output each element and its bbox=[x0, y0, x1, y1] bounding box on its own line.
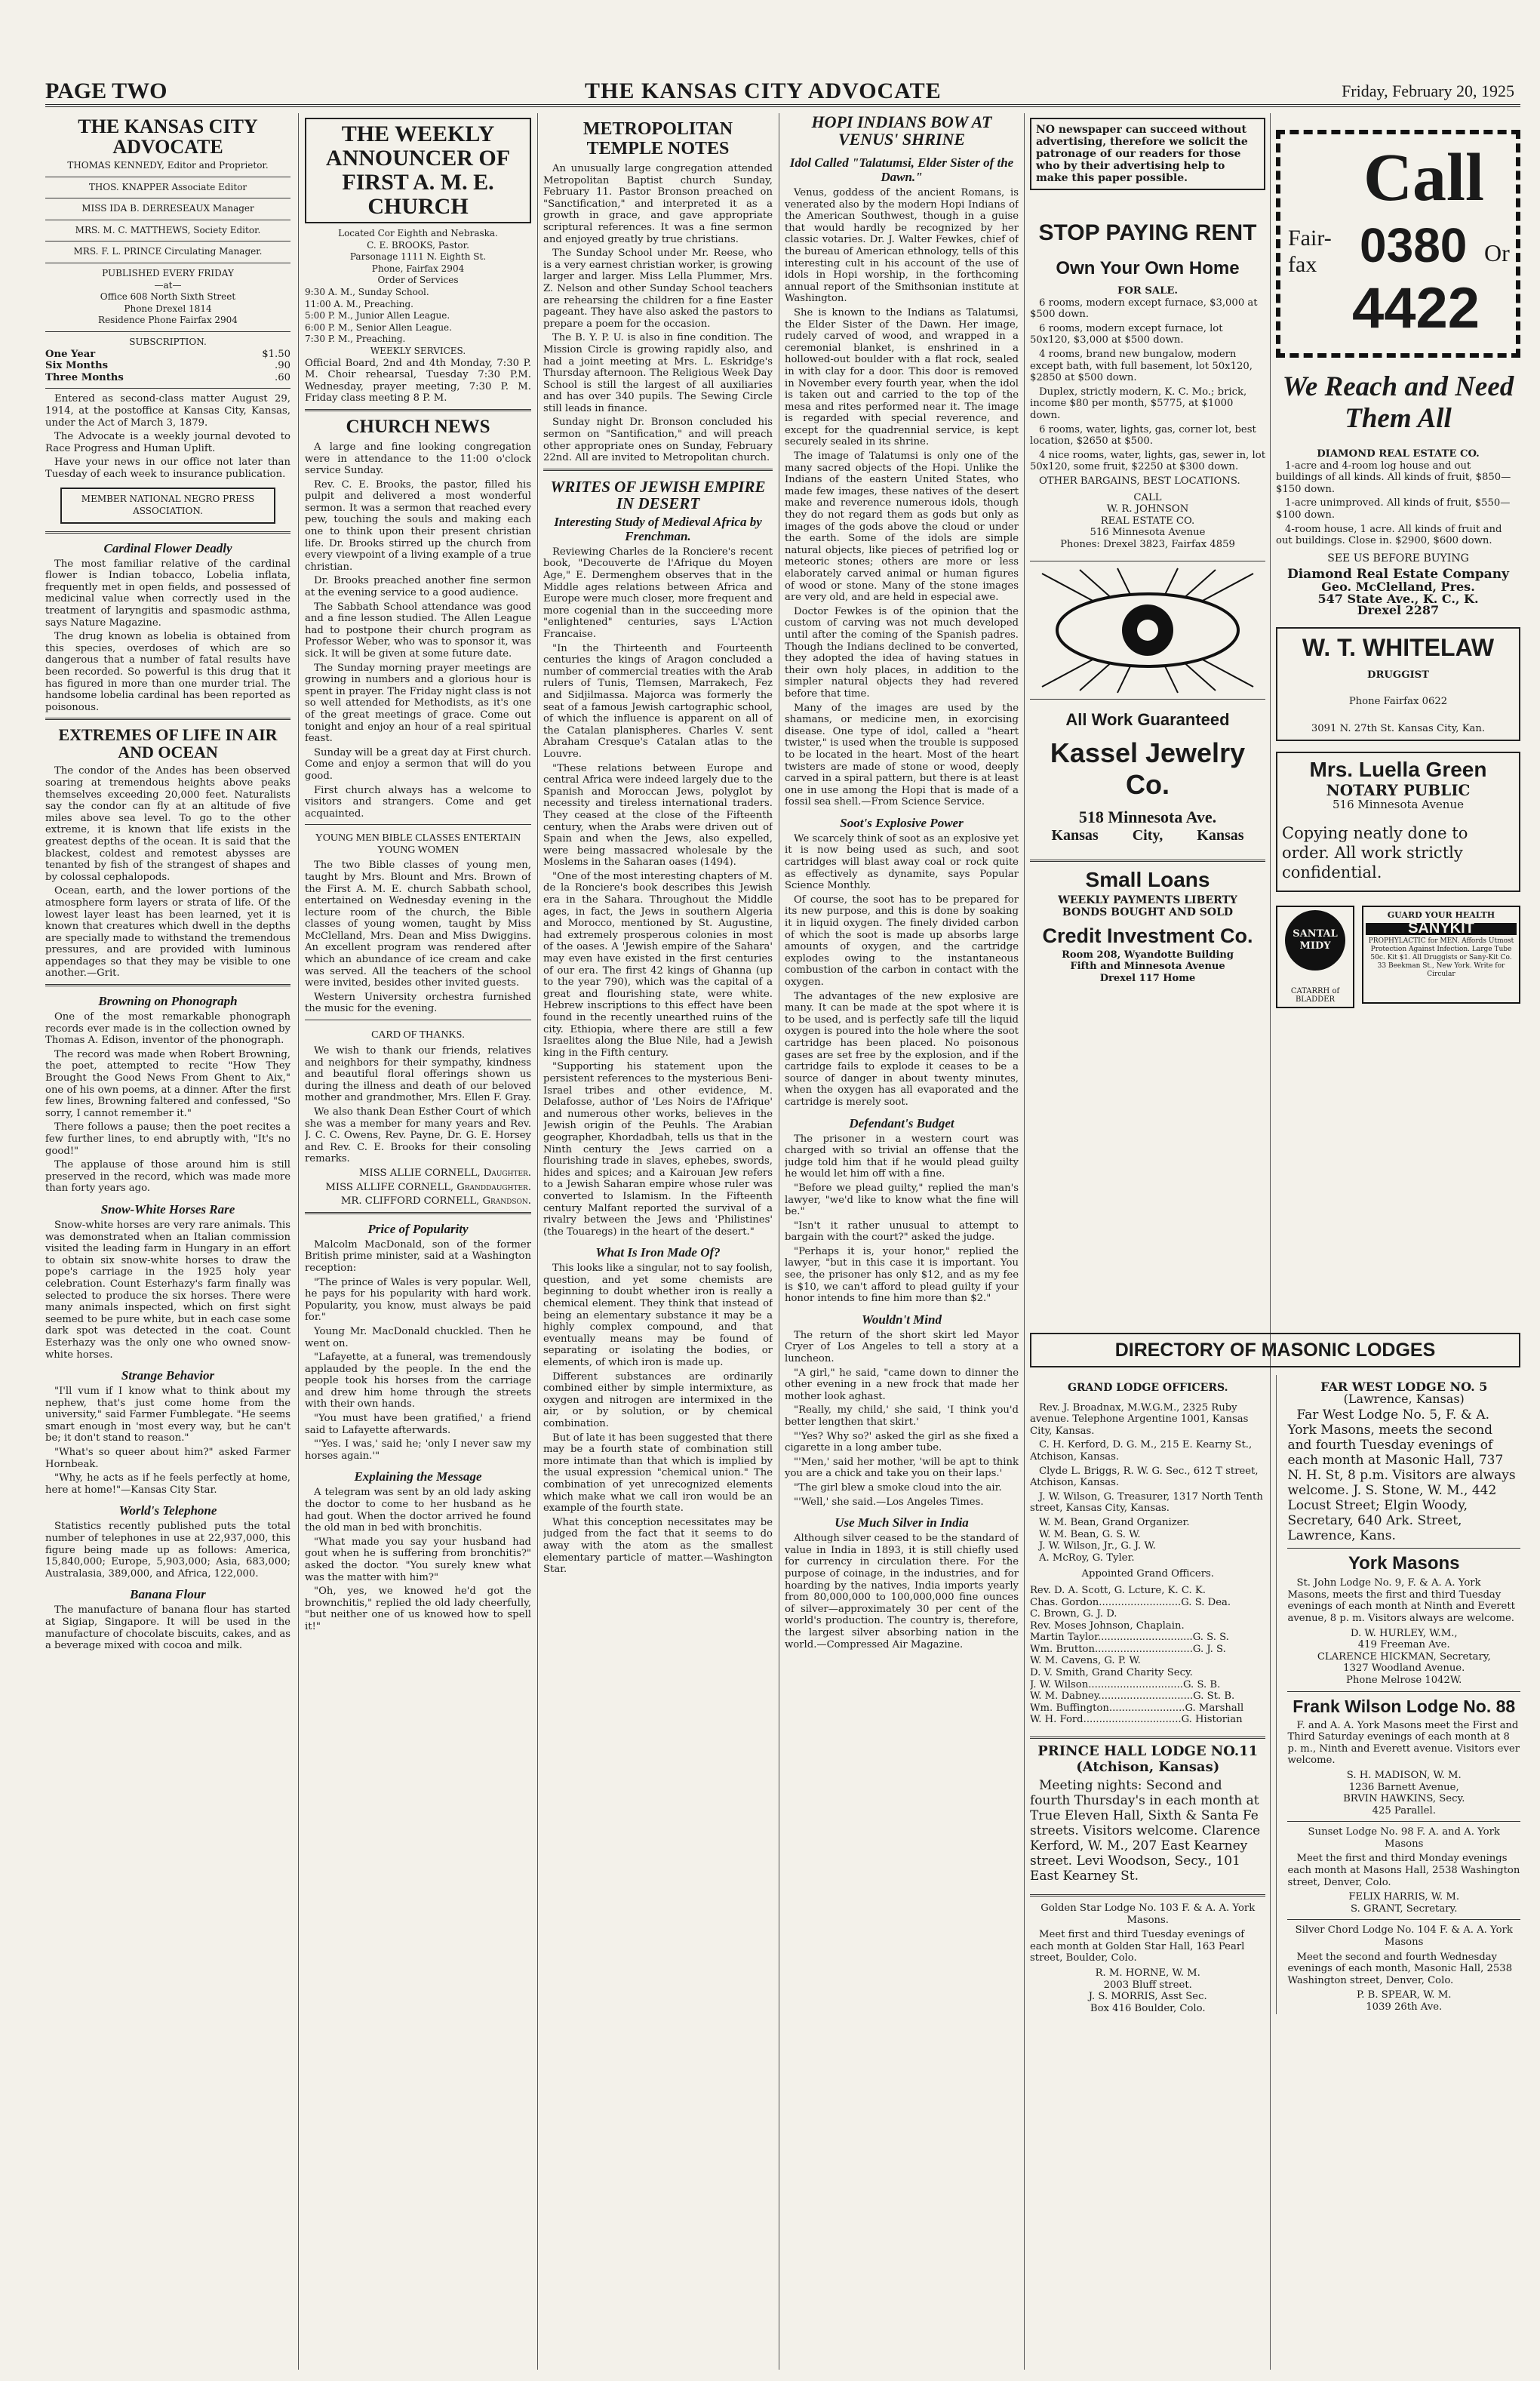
article-paragraph: The Sunday School under Mr. Reese, who is a very earnest christian worker, is growing larger and larger. Miss Lella Plummer, Mrs. Z. Nelson and other Sunday School teachers are rehearsing the children for a fine Easter pageant. They have also asked the pastors to prepare a poem for the occasion. bbox=[543, 248, 773, 330]
article-paragraph: "These relations between Europe and central Africa were indeed largely due to the Spanish and Moroccan Jews, polyglot by necessity and tireless international traders. They ceased at the close of the Fifteenth century, when the Arabs were driven out of Spain and when the Jews, also expelled, were being massacred wholesale by the Moslems in the Saharan oases (1494). bbox=[543, 762, 773, 869]
article-paragraph: "I'll vum if I know what to think about my nephew, that's just come home from the university," said Farmer Fumblegate. "He seems smart enough in 'most every way, but he can't be; it don't stand to reason." bbox=[45, 1386, 290, 1444]
whitelaw-phone: Phone Fairfax 0622 bbox=[1348, 696, 1448, 708]
article-paragraph: Statistics recently published puts the total number of telephones in use at 22,937,000, this figure being made up as follows: America, 15,840,000; Europe, 5,903,000; Asia, 683,000; Australasia, 389,000, and Africa, 122,000. bbox=[45, 1521, 290, 1580]
subscription-heading: SUBSCRIPTION. bbox=[129, 336, 207, 347]
weekly-services: WEEKLY SERVICES. bbox=[370, 345, 466, 356]
call-word: Call bbox=[1363, 140, 1485, 215]
published-at: —at— bbox=[154, 279, 182, 291]
service-time: 7:30 P. M., Preaching. bbox=[305, 334, 406, 345]
eye-logo-icon bbox=[1030, 566, 1265, 694]
article-paragraph: One of the most remarkable phonograph records ever made is in the collection owned by Thomas A. Edison, inventor of the phonograph. bbox=[45, 1011, 290, 1047]
johnson-company: REAL ESTATE CO. bbox=[1100, 515, 1195, 527]
staff-1: THOMAS KENNEDY, Editor and Proprietor. bbox=[67, 160, 269, 171]
prince-hall-title: PRINCE HALL LODGE NO.11 (Atchison, Kansas) bbox=[1037, 1743, 1259, 1776]
residence-phone: Residence Phone Fairfax 2904 bbox=[98, 315, 238, 326]
page-number: PAGE TWO bbox=[45, 78, 168, 103]
sanykit-logo: SANYKIT bbox=[1366, 923, 1517, 935]
article-paragraph: Different substances are ordinarily combined either by simple intermixture, as oxygen and nitrogen are intermixed in the air, or by solution, or by chemical combination. bbox=[543, 1370, 773, 1429]
staff-4: MRS. M. C. MATTHEWS, Society Editor. bbox=[75, 224, 261, 235]
signature: S. H. MADISON, W. M. bbox=[1346, 1769, 1462, 1781]
newspaper-name: THE KANSAS CITY ADVOCATE bbox=[585, 78, 942, 103]
article-title: Defendant's Budget bbox=[849, 1115, 954, 1131]
article-paragraph: Although silver ceased to be the standard of value in India in 1893, it is still chiefly used for currency in circulation there. For the purpose of coinage, in the industries, and for hoarding by the natives, India imports yearly from 80,000,000 to 100,000,000 fine ounces of silver—approximately 30 per cent of the world's production. The country is, therefore, the largest silver absorbing nation in the world.—Compressed Air Magazine. bbox=[785, 1533, 1019, 1650]
pastor: C. E. BROOKS, Pastor. bbox=[367, 239, 469, 251]
loans-body: WEEKLY PAYMENTS LIBERTY BONDS BOUGHT AND SOLD bbox=[1058, 894, 1237, 919]
whitelaw-name: W. T. WHITELAW bbox=[1302, 633, 1495, 661]
lodge-body: Meet the first and third Monday evenings each month at Masons Hall, 2538 Washington street, Denver, Colo. bbox=[1287, 1853, 1520, 1888]
signature: FELIX HARRIS, W. M. bbox=[1348, 1891, 1460, 1903]
order-of-services: Order of Services bbox=[377, 275, 459, 286]
article-title: Wouldn't Mind bbox=[862, 1312, 942, 1327]
diamond-title: DIAMOND REAL ESTATE CO. bbox=[1317, 448, 1480, 460]
signature: Box 416 Boulder, Colo. bbox=[1090, 2002, 1206, 2014]
officer: W. M. Bean, G. S. W. bbox=[1039, 1528, 1141, 1540]
article-title: WRITES OF JEWISH EMPIRE IN DESERT bbox=[550, 477, 766, 512]
officer: C. Brown, G. J. D. bbox=[1030, 1608, 1117, 1620]
officer: Rev. D. A. Scott, G. Lcture, K. C. K. bbox=[1030, 1584, 1206, 1596]
article-title: Price of Popularity bbox=[367, 1221, 469, 1236]
signature: 1039 26th Ave. bbox=[1366, 2001, 1443, 2013]
article-paragraph: The condor of the Andes has been observed soaring at tremendous heights above peaks themselves exceeding 20,000 feet. Naturalists say the condor can fly at an altitude of five miles above sea level. To go to the other extreme, it is known that life exists in the greatest depths of the ocean. It is said that the blackest, coldest and remotest abysses are tenanted by fish of the strangest of shapes and by colossal cephalopods. bbox=[45, 765, 290, 883]
kassel-address: 518 Minnesota Ave. bbox=[1078, 808, 1217, 827]
article-subtitle: Interesting Study of Medieval Africa by Frenchman. bbox=[554, 514, 762, 543]
service-time: 5:00 P. M., Junior Allen League. bbox=[305, 310, 450, 321]
druggist: DRUGGIST bbox=[1367, 669, 1429, 681]
signature: BRVIN HAWKINS, Secy. bbox=[1343, 1793, 1465, 1805]
article-paragraph: "A girl," he said, "came down to dinner the other evening in a new frock that made her mother look aghast. bbox=[785, 1367, 1019, 1402]
for-sale: FOR SALE. bbox=[1117, 285, 1179, 297]
silver-chord-title: Silver Chord Lodge No. 104 F. & A. A. York Masons bbox=[1295, 1924, 1513, 1949]
column-1 bbox=[45, 113, 290, 2370]
article-paragraph: The manufacture of banana flour has started at Sigiap, Singapore. It will be used in the manufacture of chocolate biscuits, cakes, and as a beverage mixed with cocoa and milk. bbox=[45, 1604, 290, 1652]
article-title: YOUNG MEN BIBLE CLASSES ENTERTAIN YOUNG WOMEN bbox=[315, 832, 521, 857]
article-paragraph: Young Mr. MacDonald chuckled. Then he went on. bbox=[305, 1325, 531, 1349]
article-paragraph: Western University orchestra furnished the music for the evening. bbox=[305, 991, 531, 1015]
sunset-title: Sunset Lodge No. 98 F. A. and A. York Masons bbox=[1308, 1826, 1500, 1850]
article-paragraph: Of course, the soot has to be prepared for its new purpose, and this is done by soaking it in liquid oxygen. The finely divided carbon of which the soot is made up absorbs large amounts of oxygen, and the cartridge explodes owing to the instantaneous combustion of the carbon in contact with the oxygen. bbox=[785, 894, 1019, 988]
credit-address: Room 208, Wyandotte Building Fifth and Minnesota Avenue Drexel 117 Home bbox=[1062, 949, 1234, 984]
officer: Chas. Gordon..........................G. S. Dea. bbox=[1030, 1596, 1231, 1608]
signature: MISS ALLIE CORNELL, Daughter. bbox=[359, 1167, 531, 1179]
reach-slogan: We Reach and Need Them All bbox=[1282, 371, 1514, 434]
article-title: Cardinal Flower Deadly bbox=[103, 540, 232, 555]
article-paragraph: We also thank Dean Esther Court of which she was a member for many years and Rev. J. C. C. Owens, Rev. Payne, Dr. G. E. Horsey and Rev. C. E. Brooks for their consoling remarks. bbox=[305, 1106, 531, 1165]
officer: W. M. Dabney..............................G. St. B. bbox=[1030, 1690, 1235, 1703]
phone-number-1: 0380 bbox=[1360, 218, 1468, 272]
lodge-body: Far West Lodge No. 5, F. & A. York Masons, meets the second and fourth Tuesday evenings of each month at Masonic Hall, 737 N. H. St, 8 p.m. Visitors are always welcome. J. S. Stone, W. M., 442 Locust Street; Elgin Woody, Secretary, 640 Ark. Street, Lawrence, Kans. bbox=[1287, 1407, 1516, 1544]
article-paragraph: The return of the short skirt led Mayor Cryer of Los Angeles to tell a story at a luncheon. bbox=[785, 1329, 1019, 1365]
grand-lodge-title: GRAND LODGE OFFICERS. bbox=[1067, 1382, 1228, 1394]
article-paragraph: "Lafayette, at a funeral, was tremendously applauded by the people. In the end the people took his horses from the carriage and drew him home through the streets with their own hands. bbox=[305, 1352, 531, 1410]
listing: 6 rooms, modern except furnace, lot 50x120, $3,000 at $500 down. bbox=[1030, 322, 1223, 346]
medicine-ads bbox=[1276, 906, 1520, 1008]
article-paragraph: The drug known as lobelia is obtained from this species, overdoses of which are so dangerous that a number of fatal results have been recorded. So powerful is this drug that it has figured in more than one murder trial. The handsome lobelia cardinal has been reported as poisonous. bbox=[45, 631, 290, 713]
signature: 1236 Barnett Avenue, bbox=[1348, 1781, 1459, 1793]
small-loans: Small Loans bbox=[1085, 868, 1210, 892]
officer: J. W. Wilson, Jr., G. J. W. bbox=[1039, 1540, 1156, 1552]
rate-row: Three Months .60 bbox=[45, 371, 290, 383]
article-paragraph: Ocean, earth, and the lower portions of the atmosphere form layers or strata of life. Of the lowest layer least has been learned, yet it is known that creatures which dwell in the depths are specially made to withstand the tremendous pressures, and are provided with luminous appendages so that they may be visible to one another.—Grit. bbox=[45, 885, 290, 980]
article-paragraph: This looks like a singular, not to say foolish, question, and yet some chemists are beginning to doubt whether iron is really a chemical element. They think that instead of being an elementary substance it may be a highly complex compound, and that eventually means may be found of separating or isolating the bodies, or elements, of which iron is made up. bbox=[543, 1263, 773, 1369]
diamond-name: Diamond Real Estate Company bbox=[1286, 567, 1510, 583]
signature: J. S. MORRIS, Asst Sec. bbox=[1088, 1991, 1207, 2003]
johnson-phones: Phones: Drexel 3823, Fairfax 4859 bbox=[1060, 538, 1235, 550]
service-time: 9:30 A. M., Sunday School. bbox=[305, 286, 429, 297]
published: PUBLISHED EVERY FRIDAY bbox=[102, 267, 234, 278]
stop-paying-rent: STOP PAYING RENT bbox=[1038, 220, 1257, 245]
officer: J. W. Wilson, G. Treasurer, 1317 North Tenth street, Kansas City, Kansas. bbox=[1030, 1490, 1263, 1515]
article-title: Strange Behavior bbox=[121, 1368, 215, 1383]
article-paragraph: "One of the most interesting chapters of M. de la Ronciere's book describes this Jewish era in the Sahara. Throughout the Middle ages, in fact, the Jews in southern Algeria and Morocco, mentioned by St. Augustine, had extremely prosperous colonies in most of the oases. A 'Jewish empire of the Sahara' may even have existed in the first centuries of our era. The first 42 kings of Ghanna (up to the year 790), which was the capital of a great and flourishing state, were white. Hebrew inscriptions to this effect have been found in the recently unearthed ruins of the city. Ethiopia, where there are still a few Israelites along the Blue Nile, had a Jewish king in the Fifth century. bbox=[543, 870, 773, 1059]
article-paragraph: But of late it has been suggested that there may be a fourth state of combination still more intimate than that which is implied by the usual expression "chemical union." The combination of yet unrecognized elements which make what we call iron would be an example of the fourth state. bbox=[543, 1432, 773, 1515]
officer: Wm. Brutton...............................G. J. S. bbox=[1030, 1643, 1226, 1655]
see-us: SEE US BEFORE BUYING bbox=[1327, 552, 1469, 564]
listing: 1-acre unimproved. All kinds of fruit, $550—$100 down. bbox=[1276, 497, 1511, 521]
church-location: Located Cor Eighth and Nebraska. bbox=[338, 228, 498, 238]
signature: CLARENCE HICKMAN, Secretary, bbox=[1317, 1650, 1491, 1663]
service-time: 6:00 P. M., Senior Allen League. bbox=[305, 321, 452, 333]
article-paragraph: "Oh, yes, we knowed he'd got the brownchitis," replied the old lady cheerfully, "but neither one of us knowed how to spell it!" bbox=[305, 1586, 531, 1632]
notary: NOTARY PUBLIC bbox=[1326, 780, 1471, 799]
listing: 6 rooms, water, lights, gas, corner lot, best location, $2650 at $500. bbox=[1030, 423, 1256, 448]
appointed-title: Appointed Grand Officers. bbox=[1081, 1568, 1214, 1580]
officer: Wm. Buffington........................G. Marshall bbox=[1030, 1702, 1244, 1714]
article-paragraph: Sunday night Dr. Bronson concluded his sermon on "Santification," and will preach other appropriate ones on Sunday, February 22nd. All are invited to Metropolitan church. bbox=[543, 417, 773, 464]
masonic-right bbox=[1287, 1375, 1520, 2014]
paper-title: THE KANSAS CITY ADVOCATE bbox=[78, 115, 258, 158]
phone-number-2: 4422 bbox=[1352, 276, 1480, 340]
kassel-guarantee: All Work Guaranteed bbox=[1065, 710, 1230, 730]
santal-seal-icon: SANTAL MIDY bbox=[1285, 910, 1345, 971]
article-paragraph: The B. Y. P. U. is also in fine condition. The Mission Circle is growing rapidly also, and had a joint meeting at Mrs. L. Eskridge's Thursday afternoon. The Religious Week Day School is still the largest of all auxiliaries and has over 340 pupils. The Sewing Circle still leads in finance. bbox=[543, 332, 773, 414]
article-paragraph: "Isn't it rather unusual to attempt to bargain with the court?" asked the judge. bbox=[785, 1220, 1019, 1244]
staff-2: THOS. KNAPPER Associate Editor bbox=[88, 181, 247, 192]
masonic-title: DIRECTORY OF MASONIC LODGES bbox=[1030, 1333, 1520, 1367]
catarrh: CATARRH of BLADDER bbox=[1290, 986, 1340, 1004]
signature: Phone Melrose 1042W. bbox=[1346, 1674, 1462, 1686]
news-deadline: Have your news in our office not later than Tuesday of each week to insurance publication. bbox=[45, 457, 290, 480]
officer: D. V. Smith, Grand Charity Secy. bbox=[1030, 1667, 1193, 1679]
article-paragraph: "'Yes? Why so?' asked the girl as she fixed a cigarette in a long amber tube. bbox=[785, 1430, 1019, 1454]
article-paragraph: "Perhaps it is, your honor," replied the lawyer, "but in this case it is important. You see, the prisoner has only $12, and as my fee is $10, we can't afford to plead guilty if your honor intends to fine him more than $2." bbox=[785, 1245, 1019, 1305]
masthead bbox=[45, 78, 1520, 107]
article-paragraph: "The prince of Wales is very popular. Well, he pays for his popularity with hard work. Popularity, you know, must always be paid for." bbox=[305, 1276, 531, 1324]
officer: Clyde L. Briggs, R. W. G. Sec., 612 T street, Atchison, Kansas. bbox=[1030, 1465, 1259, 1489]
article-title: Use Much Silver in India bbox=[835, 1515, 969, 1530]
article-paragraph: A telegram was sent by an old lady asking the doctor to come to her husband as he had gout. When the doctor arrived he found the old man in bed with bronchitis. bbox=[305, 1487, 531, 1534]
masonic-left bbox=[1030, 1375, 1265, 2014]
johnson-address: 516 Minnesota Avenue bbox=[1090, 527, 1206, 539]
staff-5: MRS. F. L. PRINCE Circulating Manager. bbox=[73, 246, 263, 257]
parsonage: Parsonage 1111 N. Eighth St. bbox=[349, 251, 487, 263]
officer: J. W. Wilson..............................G. S. B. bbox=[1030, 1678, 1221, 1690]
article-title: What Is Iron Made Of? bbox=[595, 1245, 721, 1260]
church-phone: Phone, Fairfax 2904 bbox=[371, 263, 465, 274]
listing: Duplex, strictly modern, K. C. Mo.; brick, income $80 per month, $5775, at $1000 down. bbox=[1030, 386, 1247, 421]
article-paragraph: Sunday will be a great day at First church. Come and enjoy a sermon that will do you good. bbox=[305, 746, 531, 782]
weekly-services-body: Official Board, 2nd and 4th Monday, 7:30 P. M. Choir rehearsal, Tuesday 7:30 P.M. Wednesday, prayer meeting, 7:30 P. M. Friday class meeting 8 P. M. bbox=[305, 357, 531, 405]
article-paragraph: "You must have been gratified,' a friend said to Lafayette afterwards. bbox=[305, 1413, 531, 1436]
article-paragraph: We wish to thank our friends, relatives and neighbors for their sympathy, kindness and beautiful floral offerings shown us during the illness and death of our beloved mother and grandmother, Mrs. Ellen F. Gray. bbox=[305, 1045, 531, 1104]
listing: 4-room house, 1 acre. All kinds of fruit and out buildings. Close in. $2900, $600 down. bbox=[1276, 523, 1502, 547]
sanykit-note: PROPHYLACTIC for MEN. Affords Utmost Protection Against Infection. Large Tube 50c. Kit $1. All Druggists or Sany-Kit Co. 33 Beekman St., New York. Write for Circular bbox=[1368, 937, 1514, 978]
article-paragraph: Rev. C. E. Brooks, the pastor, filled his pulpit and delivered a most wonderful sermon. It was a sermon that reached every pew, touching the souls and making each one to think upon their present christian life. Dr. Brooks stirred up the church from every viewpoint of a living example of a true christian. bbox=[305, 478, 531, 573]
column-2 bbox=[305, 113, 531, 2370]
article-paragraph: "Before we plead guilty," replied the man's lawyer, "we'd like to know what the fine will be." bbox=[785, 1182, 1019, 1218]
diamond-address: 547 State Ave., K. C., K. bbox=[1317, 591, 1479, 606]
listing: 6 rooms, modern except furnace, $3,000 at $500 down. bbox=[1030, 297, 1258, 321]
johnson-name: W. R. JOHNSON bbox=[1106, 503, 1189, 515]
issue-date: Friday, February 20, 1925 bbox=[1342, 82, 1514, 100]
far-west-title: FAR WEST LODGE NO. 5 bbox=[1320, 1380, 1488, 1394]
article-paragraph: Venus, goddess of the ancient Romans, is venerated also by the modern Hopi Indians of the American Southwest, though in a guise that would hardly be recognized by her classic votaries. Dr. J. Walter Fewkes, chief of the bureau of American ethnology, tells of this interesting cult in his account of the use of idols in Hopi worship, in the forthcoming annual report of the Smithsonian institute at Washington. bbox=[785, 187, 1019, 305]
guard-health: GUARD YOUR HEALTH bbox=[1387, 909, 1495, 920]
article-title: EXTREMES OF LIFE IN AIR AND OCEAN bbox=[58, 725, 278, 762]
press-association-emblem: MEMBER NATIONAL NEGRO PRESS ASSOCIATION. bbox=[60, 488, 275, 523]
column-rule bbox=[298, 113, 299, 2370]
officer: A. McRoy, G. Tyler. bbox=[1039, 1552, 1135, 1564]
signature: 1327 Woodland Avenue. bbox=[1343, 1663, 1465, 1675]
article-paragraph: What this conception necessitates may be judged from the fact that it seems to do away with the atom as the smallest elementary particle of matter.—Washington Star. bbox=[543, 1516, 773, 1576]
column-6-ads bbox=[1276, 113, 1520, 1313]
article-paragraph: Snow-white horses are very rare animals. This was demonstrated when an Italian commission visited the leading farm in Hungary in an effort to obtain six snow-white horses to draw the pope's carriage in the 1925 holy year celebration. Count Esterhazy's farm finally was selected to produce the six horses. There were many animals inspected, which on first sight seemed to be pure white, but in each case some dark spot was detected in the coat. Count Esterhazy was the only one who owned snow-white horses. bbox=[45, 1219, 290, 1361]
article-paragraph: She is known to the Indians as Talatumsi, the Elder Sister of the Dawn. Her image, rudely carved of wood, and wrapped in a ceremonial blanket, is enshrined in a hollowed-out boulder with a flat rock, sealed in with clay for a door. This door is removed in November every fourth year, when the idol is taken out and carried to the top of the mesa and rites performed near it. The image is regarded with special reverence, and except for the quadrennial service, is kept securely sealed in its shrine. bbox=[785, 306, 1019, 448]
article-paragraph: The prisoner in a western court was charged with so trivial an offense that the judge told him that if he would plead guilty he would let him off with a fine. bbox=[785, 1133, 1019, 1180]
article-title: Snow-White Horses Rare bbox=[100, 1201, 235, 1217]
fairfax-label: Fair- bbox=[1288, 226, 1332, 251]
column-4 bbox=[785, 113, 1019, 2370]
green-address: 516 Minnesota Avenue bbox=[1333, 798, 1464, 812]
article-paragraph: Doctor Fewkes is of the opinion that the custom of carving was not much developed until after the coming of the Spanish padres. Though the Indians declined to be converted, they adopted the idea of having statues in their own holy places, in addition to the simpler natural objects they had revered before that time. bbox=[785, 605, 1019, 700]
staff-3: MISS IDA B. DERRESEAUX Manager bbox=[81, 203, 254, 214]
signature: S. GRANT, Secretary. bbox=[1351, 1903, 1458, 1915]
officer: C. H. Kerford, D. G. M., 215 E. Kearny St., Atchison, Kansas. bbox=[1030, 1439, 1253, 1463]
article-paragraph: First church always has a welcome to visitors and strangers. Come and get acquainted. bbox=[305, 784, 531, 820]
masonic-directory bbox=[1030, 1328, 1520, 2370]
york-masons-title: York Masons bbox=[1348, 1553, 1460, 1574]
article-paragraph: "Really, my child,' she said, 'I think you'd better lengthen that skirt.' bbox=[785, 1404, 1019, 1428]
article-paragraph: The record was made when Robert Browning, the poet, attempted to recite "How They Brought the Good News From Ghent to Aix," one of his own poems, at a dinner. After the first few lines, Browning faltered and confessed, "So sorry, I cannot remember it." bbox=[45, 1048, 290, 1119]
fairfax-label: fax bbox=[1288, 252, 1317, 277]
article-title: METROPOLITAN TEMPLE NOTES bbox=[582, 119, 733, 158]
signature: 419 Freeman Ave. bbox=[1357, 1639, 1450, 1651]
article-paragraph: Malcolm MacDonald, son of the former British prime minister, said at a Washington reception: bbox=[305, 1238, 531, 1274]
rate-row: One Year $1.50 bbox=[45, 348, 290, 360]
article-title: CHURCH NEWS bbox=[346, 416, 490, 437]
frank-wilson-title: Frank Wilson Lodge No. 88 bbox=[1293, 1696, 1516, 1716]
kassel-city: Kansas City, Kansas bbox=[1051, 827, 1244, 844]
own-home: Own Your Own Home bbox=[1056, 258, 1240, 278]
lodge-body: St. John Lodge No. 9, F. & A. A. York Masons, meets the first and third Tuesday evenings of each month at Ninth and Everett avenue, 8 p. m. Visitors always are welcome. bbox=[1287, 1577, 1515, 1624]
article-paragraph: "In the Thirteenth and Fourteenth centuries the kings of Aragon concluded a number of commercial treaties with the Arab rulers of Tunis, Tlemsen, Marrakech, Fez and Sidjilmassa. Majorca was formerly the seat of a famous Jewish cartographic school, of which the influence is apparent on all of the Catalan planispheres. Charles V. sent Abraham Cresque's Catalan atlas to the Louvre. bbox=[543, 642, 773, 760]
call: CALL bbox=[1133, 491, 1162, 503]
golden-star-title: Golden Star Lodge No. 103 F. & A. A. York Masons. bbox=[1040, 1903, 1256, 1926]
kassel-name: Kassel Jewelry Co. bbox=[1050, 737, 1246, 801]
call-ad bbox=[1276, 130, 1520, 358]
column-rule bbox=[1024, 113, 1025, 2370]
service-time: 11:00 A. M., Preaching. bbox=[305, 298, 413, 309]
signature: 425 Parallel. bbox=[1372, 1804, 1436, 1817]
article-title: Soot's Explosive Power bbox=[840, 815, 964, 830]
article-paragraph: Reviewing Charles de la Ronciere's recent book, "Decouverte de l'Afrique du Moyen Age," E. Dermenghem observes that in the Middle ages relations between Africa and Europe were much closer, more frequent and more cogenial than in the succeeding more "enlightened" centuries, says L'Action Francaise. bbox=[543, 546, 773, 640]
green-ad bbox=[1276, 752, 1520, 892]
signature: MR. CLIFFORD CORNELL, Grandson. bbox=[340, 1195, 531, 1207]
signature: 2003 Bluff street. bbox=[1103, 1979, 1192, 1991]
devoted-notice: The Advocate is a weekly journal devoted to Race Progress and Human Uplift. bbox=[45, 431, 290, 454]
far-west-sub: (Lawrence, Kansas) bbox=[1343, 1391, 1465, 1406]
bargains: OTHER BARGAINS, BEST LOCATIONS. bbox=[1039, 475, 1240, 487]
article-title: HOPI INDIANS BOW AT VENUS' SHRINE bbox=[811, 113, 992, 149]
article-paragraph: "What's so queer about him?" asked Farmer Hornbeak. bbox=[45, 1447, 290, 1470]
article-paragraph: "'Well,' she said.—Los Angeles Times. bbox=[794, 1496, 984, 1508]
article-title: Explaining the Message bbox=[354, 1469, 482, 1484]
article-paragraph: The image of Talatumsi is only one of the many sacred objects of the Hopi. Unlike the Indians of the eastern United States, who made few images, these natives of the desert make and reverence numerous idols, though they do not regard them as gods but only as images of the gods above the cloud or under the earth. Some of the idols are simple natural objects, like pieces of petrified log or meteoric stones; others are more or less elaborately carved animal or human figures of wood or stone. Many of the stone images are very old, and are held in especial awe. bbox=[785, 451, 1019, 604]
article-paragraph: "What made you say your husband had gout when he is suffering from bronchitis?" asked the doctor. "You surely knew what was the matter with him?" bbox=[305, 1536, 531, 1583]
office-phone: Phone Drexel 1814 bbox=[124, 303, 212, 314]
officer: W. M. Bean, Grand Organizer. bbox=[1039, 1516, 1190, 1528]
article-paragraph: "Why, he acts as if he feels perfectly at home, here at home!"—Kansas City Star. bbox=[45, 1472, 290, 1496]
signature: D. W. HURLEY, W.M., bbox=[1350, 1627, 1458, 1639]
article-title: CARD OF THANKS. bbox=[371, 1029, 465, 1041]
masonic-divider bbox=[1276, 1375, 1277, 2014]
article-paragraph: "'Men,' said her mother, 'will be apt to think you are a chick and take you on their laps.' bbox=[785, 1456, 1019, 1480]
article-paragraph: A large and fine looking congregation were in attendance to the 11:00 o'clock service Sunday. bbox=[305, 441, 531, 477]
article-paragraph: "'Yes. I was,' said he; 'only I never saw my horses again.'" bbox=[305, 1438, 531, 1462]
announcer-header: THE WEEKLY ANNOUNCER OF FIRST A. M. E. CHURCH bbox=[305, 118, 531, 223]
santal-ad bbox=[1276, 906, 1354, 1008]
officer: W. H. Ford...............................G. Historian bbox=[1030, 1714, 1243, 1726]
lodge-body: Meeting nights: Second and fourth Thursday's in each month at True Eleven Hall, Sixth & Santa Fe streets. Visitors welcome. Clarence Kerford, W. M., 207 East Kearney street. Levi Woodson, Secy., 101 East Kearney St. bbox=[1030, 1778, 1261, 1884]
diamond-phone: Drexel 2287 bbox=[1357, 603, 1440, 618]
advertising-notice: NO newspaper can succeed without advertising, therefore we solicit the patronage of our readers for those who by their advertising help to make this paper possible. bbox=[1030, 118, 1265, 190]
whitelaw-ad bbox=[1276, 627, 1520, 741]
signature: MISS ALLIFE CORNELL, Granddaughter. bbox=[325, 1181, 531, 1193]
credit-company: Credit Investment Co. bbox=[1042, 924, 1253, 947]
article-subtitle: Idol Called "Talatumsi, Elder Sister of the Dawn." bbox=[789, 155, 1014, 184]
office-address: Office 608 North Sixth Street bbox=[100, 291, 236, 303]
lodge-body: Meet first and third Tuesday evenings of each month at Golden Star Hall, 163 Pearl street, Boulder, Colo. bbox=[1030, 1929, 1245, 1964]
rate-row: Six Months .90 bbox=[45, 360, 290, 372]
article-paragraph: The applause of those around him is still preserved in the record, which was made more than forty years ago. bbox=[45, 1159, 290, 1195]
column-3 bbox=[543, 113, 773, 2370]
diamond-pres: Geo. McClelland, Pres. bbox=[1321, 579, 1475, 594]
sanykit-ad bbox=[1362, 906, 1520, 1004]
listing: 1-acre and 4-room log house and out buildings of all kinds. All kinds of fruit, $850—$150 down. bbox=[1276, 460, 1511, 495]
listing: 4 nice rooms, water, lights, gas, sewer in, lot 50x120, some fruit, $2250 at $300 down. bbox=[1030, 449, 1265, 473]
copying: Copying neatly done to order. All work strictly confidential. bbox=[1282, 823, 1468, 881]
article-paragraph: An unusually large congregation attended Metropolitan Baptist church Sunday, February 11. Pastor Bronson preached on "Sanctification," and interpreted it as a growth in grace, and gave appropriate scriptural references. It was a fine sermon and enjoyed greatly by true christians. bbox=[543, 163, 773, 245]
column-rule bbox=[537, 113, 538, 2370]
article-title: World's Telephone bbox=[118, 1503, 217, 1518]
article-paragraph: We scarcely think of soot as an explosive yet it is now being used as such, and soot cartridges will blast away coal or rock quite as effectively as dynamite, says Popular Science Monthly. bbox=[785, 832, 1019, 892]
article-paragraph: "The girl blew a smoke cloud into the air. bbox=[794, 1481, 1002, 1494]
entered-notice: Entered as second-class matter August 29, 1914, at the postoffice at Kansas City, Kansas, under the Act of March 3, 1879. bbox=[45, 393, 290, 429]
officer: Martin Taylor..............................G. S. S. bbox=[1030, 1632, 1229, 1644]
signature: P. B. SPEAR, W. M. bbox=[1357, 1989, 1452, 2001]
article-paragraph: "Supporting his statement upon the persistent references to the mysterious Beni-Israel tribes and other evidence, M. Delafosse, author of 'Les Noirs de l'Afrique' and numerous other works, believes in the Jewish origin of the Peuhls. The Arabian geographer, Khordadbah, tells us that in the Ninth century the Jews carried on a flourishing trade in slaves, ephebes, swords, hides and spices; and a Kairouan Jew refers to a Jewish Saharan empire whose ruler was converted to Islamism. In the Fifteenth century Malfant reported the survival of a rivalry between the Jews and 'Philistines' (the Touaregs) in the heart of the desert." bbox=[543, 1061, 773, 1238]
article-paragraph: Many of the images are used by the shamans, or medicine men, in exorcising disease. One type of idol, called a "heart twister," is used when the trouble is supposed to be located in the heart. Most of the heart twisters are made of stone or wood, deeply carved in a spiral pattern, but there is at least one in use among the Hopi that is made of a fossil sea shell.—From Science Service. bbox=[785, 702, 1019, 808]
officer: Rev. Moses Johnson, Chaplain. bbox=[1030, 1620, 1185, 1632]
officer: Rev. J. Broadnax, M.W.G.M., 2325 Ruby avenue. Telephone Argentine 1001, Kansas City, Kansas. bbox=[1030, 1401, 1249, 1437]
article-title: Banana Flour bbox=[130, 1587, 206, 1602]
officer: W. M. Cavens, G. P. W. bbox=[1030, 1655, 1141, 1667]
article-paragraph: The advantages of the new explosive are many. It can be made at the spot where it is to be used, and is perfectly safe till the liquid oxygen is poured into the hole where the soot cartridge has been placed. No poisonous gases are set free by the explosion, and if the cartridge fails to explode it ceases to be a source of danger in about twenty minutes, when the oxygen has all evaporated and the cartridge is merely soot. bbox=[785, 990, 1019, 1108]
article-paragraph: The two Bible classes of young men, taught by Mrs. Blount and Mrs. Brown of the First A. M. E. church Sabbath school, entertained on Wednesday evening in the lecture room of the church, the Bible classes of young women, taught by Miss McClelland, Mrs. Dean and Miss Dwiggins. An excellent program was rendered after which an abundance of ice cream and cake was served. All the teachers of the school were invited, besides other invited guests. bbox=[305, 860, 531, 989]
lodge-body: F. and A. A. York Masons meet the First and Third Saturday evenings of each month at 8 p. m., Ninth and Everett avenue. Visitors ever welcome. bbox=[1287, 1719, 1520, 1767]
green-name: Mrs. Luella Green bbox=[1309, 757, 1487, 781]
lodge-body: Meet the second and fourth Wednesday evenings of each month, Masonic Hall, 2538 Washington street, Denver, Colo. bbox=[1287, 1951, 1513, 1986]
article-paragraph: The Sunday morning prayer meetings are growing in numbers and a glorious hour is spent in prayer. The Friday night class is not so well attended for Methodists, as it's one of the great meetings of grace. Come out tonight and enjoy an hour of a real spiritual feast. bbox=[305, 662, 531, 745]
article-paragraph: The most familiar relative of the cardinal flower is Indian tobacco, Lobelia inflata, frequently met in open fields, and possessed of medicinal value when correctly used in the treatment of laryngitis and spasmodic asthma, says Nature Magazine. bbox=[45, 558, 290, 629]
column-5-ads bbox=[1030, 113, 1265, 1313]
article-paragraph: The Sabbath School attendance was good and a fine lesson studied. The Allen League had to postpone their church program as Professor Weber, who was to sponsor it, was sick. It will be given at some future date. bbox=[305, 601, 531, 660]
article-paragraph: Dr. Brooks preached another fine sermon at the evening service to a good audience. bbox=[305, 575, 531, 599]
whitelaw-address: 3091 N. 27th St. Kansas City, Kan. bbox=[1311, 722, 1486, 734]
signature: R. M. HORNE, W. M. bbox=[1095, 1967, 1200, 1979]
article-title: Browning on Phonograph bbox=[98, 994, 238, 1009]
or-label: Or bbox=[1484, 239, 1510, 266]
article-paragraph: There follows a pause; then the poet recites a few further lines, to end abruptly with, "It's no good!" bbox=[45, 1121, 290, 1157]
listing: 4 rooms, brand new bungalow, modern except bath, with full basement, lot 50x120, $2850 at $500 down. bbox=[1030, 348, 1253, 384]
